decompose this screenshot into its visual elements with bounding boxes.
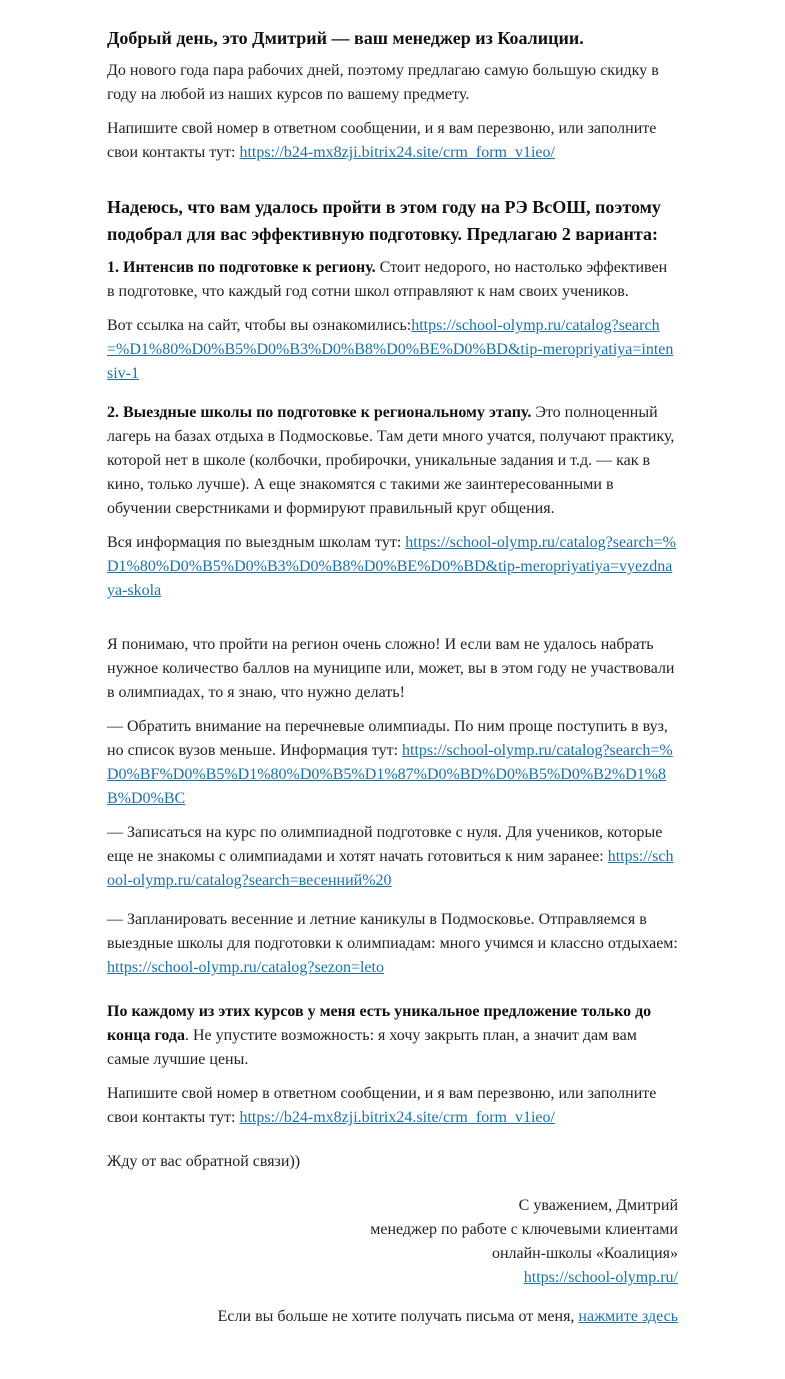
offer-text: . Не упустите возможность: я хочу закрыть план, а значит дам вам самые лучшие цены.: [107, 1027, 637, 1068]
alternative-3-text: — Запланировать весенние и летние каникулы в Подмосковье. Отправляемся в выездные школы для подготовки к олимпиадам: много учимся и классно отдыхаем:: [107, 911, 678, 952]
waiting-text: Жду от вас обратной связи)): [107, 1153, 301, 1170]
option-2-paragraph: [107, 401, 678, 521]
offer-bold-text: По каждому из этих курсов у меня есть уникальное предложение только до конца года: [107, 1003, 652, 1044]
option-2-title: 2. Выездные школы по подготовке к региональному этапу.: [107, 404, 532, 421]
unsubscribe-text: Если вы больше не хотите получать письма от меня,: [217, 1308, 579, 1325]
unsubscribe-link[interactable]: нажмите здесь: [578, 1308, 678, 1325]
option-1-text: Стоит недорого, но настолько эффективен в подготовке, что каждый год сотни школ отправляют к нам своих учеников.: [107, 259, 668, 300]
outro-contact-text: Напишите свой номер в ответном сообщении, и я вам перезвоню, или заполните свои контакты тут:: [107, 1085, 657, 1126]
listed-olympiads-link[interactable]: https://school-olymp.ru/catalog?search=%D0%BF%D0%B5%D1%80%D0%B5%D1%87%D0%BD%D0%B5%D0%B2%D1%8B%D0%BC: [107, 742, 673, 807]
summer-school-link[interactable]: https://school-olymp.ru/catalog?sezon=leto: [107, 959, 384, 976]
fallback-intro-paragraph: Я понимаю, что пройти на регион очень сложно! И если вам не удалось набрать нужное количество баллов на муниципе или, может, вы в этом году не участвовали в олимпиадах, то я знаю, что нужно делать!: [107, 636, 675, 701]
outro-contact-form-link[interactable]: https://b24-mx8zji.bitrix24.site/crm_form_v1ieo/: [239, 1109, 555, 1126]
intro-paragraph: До нового года пара рабочих дней, поэтому предлагаю самую большую скидку в году на любой из наших курсов по вашему предмету.: [107, 62, 659, 103]
option-2-link-intro: Вся информация по выездным школам тут:: [107, 534, 406, 551]
email-body: [107, 0, 678, 1329]
alternative-1-paragraph: [107, 715, 678, 811]
contact-paragraph: [107, 117, 678, 165]
contact-text: Напишите свой номер в ответном сообщении, и я вам перезвоню, или заполните свои контакты тут:: [107, 120, 657, 161]
greeting-title: Добрый день, это Дмитрий — ваш менеджер из Коалиции.: [107, 28, 584, 48]
alternative-3-paragraph: [107, 908, 678, 980]
section-title: Надеюсь, что вам удалось пройти в этом году на РЭ ВсОШ, поэтому подобрал для вас эффективную подготовку. Предлагаю 2 варианта:: [107, 197, 661, 244]
option-1-link-intro: Вот ссылка на сайт, чтобы вы ознакомились:: [107, 317, 412, 334]
field-school-link[interactable]: https://school-olymp.ru/catalog?search=%D1%80%D0%B5%D0%B3%D0%B8%D0%BE%D0%BD&tip-meropriyatiya=vyezdnaya-skola: [107, 534, 676, 599]
alternative-2-paragraph: [107, 821, 678, 893]
option-1-title: 1. Интенсив по подготовке к региону.: [107, 259, 376, 276]
school-site-link[interactable]: https://school-olymp.ru/: [523, 1269, 678, 1286]
signature-company: онлайн-школы «Коалиция»: [491, 1245, 678, 1262]
spring-course-link[interactable]: https://school-olymp.ru/catalog?search=весенний%20: [107, 848, 674, 889]
intensive-course-link[interactable]: https://school-olymp.ru/catalog?search=%D1%80%D0%B5%D0%B3%D0%B8%D0%BE%D0%BD&tip-meropriyatiya=intensiv-1: [107, 317, 674, 382]
option-1-paragraph: [107, 256, 678, 304]
option-1-link-paragraph: [107, 314, 678, 386]
unsubscribe-line: [107, 1305, 678, 1329]
option-2-link-paragraph: [107, 531, 678, 603]
contact-form-link[interactable]: https://b24-mx8zji.bitrix24.site/crm_form_v1ieo/: [239, 144, 555, 161]
outro-contact-paragraph: [107, 1082, 678, 1130]
option-2-text: Это полноценный лагерь на базах отдыха в Подмосковье. Там дети много учатся, получают практику, которой нет в школе (колбочки, пробирочки, уникальные задания и т.д. — как в кино, только лучше). А еще знакомятся с такими же заинтересованными в обучении сверстниками и формируют правильный круг общения.: [107, 404, 675, 517]
signature: [107, 1194, 678, 1290]
signature-name: С уважением, Дмитрий: [518, 1197, 678, 1214]
alternative-1-text: — Обратить внимание на перечневые олимпиады. По ним проще поступить в вуз, но список вузов меньше. Информация тут:: [107, 718, 668, 759]
signature-role: менеджер по работе с ключевыми клиентами: [370, 1221, 678, 1238]
offer-paragraph: [107, 1000, 678, 1072]
alternative-2-text: — Записаться на курс по олимпиадной подготовке с нуля. Для учеников, которые еще не знакомы с олимпиадами и хотят начать готовиться к ним заранее:: [107, 824, 663, 865]
